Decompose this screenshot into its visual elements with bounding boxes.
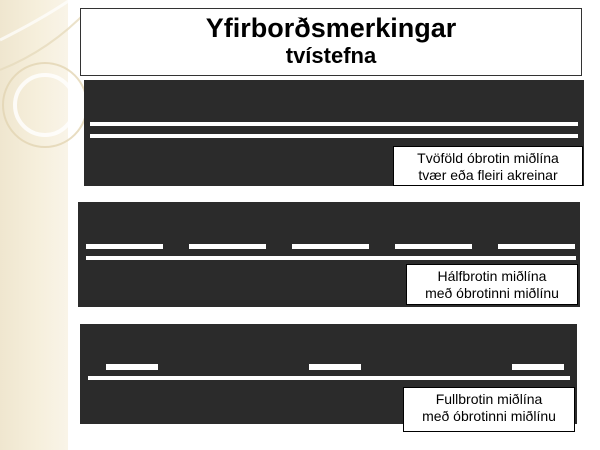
caption-panel-3 — [403, 387, 575, 432]
page-subtitle: tvístefna — [285, 43, 377, 68]
solid-line-bottom — [90, 134, 578, 138]
caption-panel-2 — [406, 264, 578, 305]
page-title: Yfirborðsmerkingar — [205, 13, 457, 43]
caption-panel-1 — [393, 146, 583, 186]
dash — [512, 364, 564, 370]
decorative-swirl — [0, 0, 90, 200]
dash — [498, 244, 575, 249]
caption-line-2: með óbrotinni miðlínu — [422, 408, 556, 424]
title-box — [80, 8, 582, 76]
dash — [292, 244, 369, 249]
dash — [309, 364, 361, 370]
caption-line-2: tvær eða fleiri akreinar — [418, 167, 558, 183]
solid-line — [86, 256, 576, 260]
caption-line-1: Hálfbrotin miðlína — [437, 268, 547, 284]
caption-line-1: Fullbrotin miðlína — [435, 391, 543, 407]
dash — [395, 244, 472, 249]
dash — [86, 244, 163, 249]
solid-line — [88, 376, 570, 380]
dash — [106, 364, 158, 370]
caption-line-2: með óbrotinni miðlínu — [425, 285, 559, 301]
caption-line-1: Tvöföld óbrotin miðlína — [417, 150, 559, 166]
dash — [189, 244, 266, 249]
solid-line-top — [90, 122, 578, 126]
